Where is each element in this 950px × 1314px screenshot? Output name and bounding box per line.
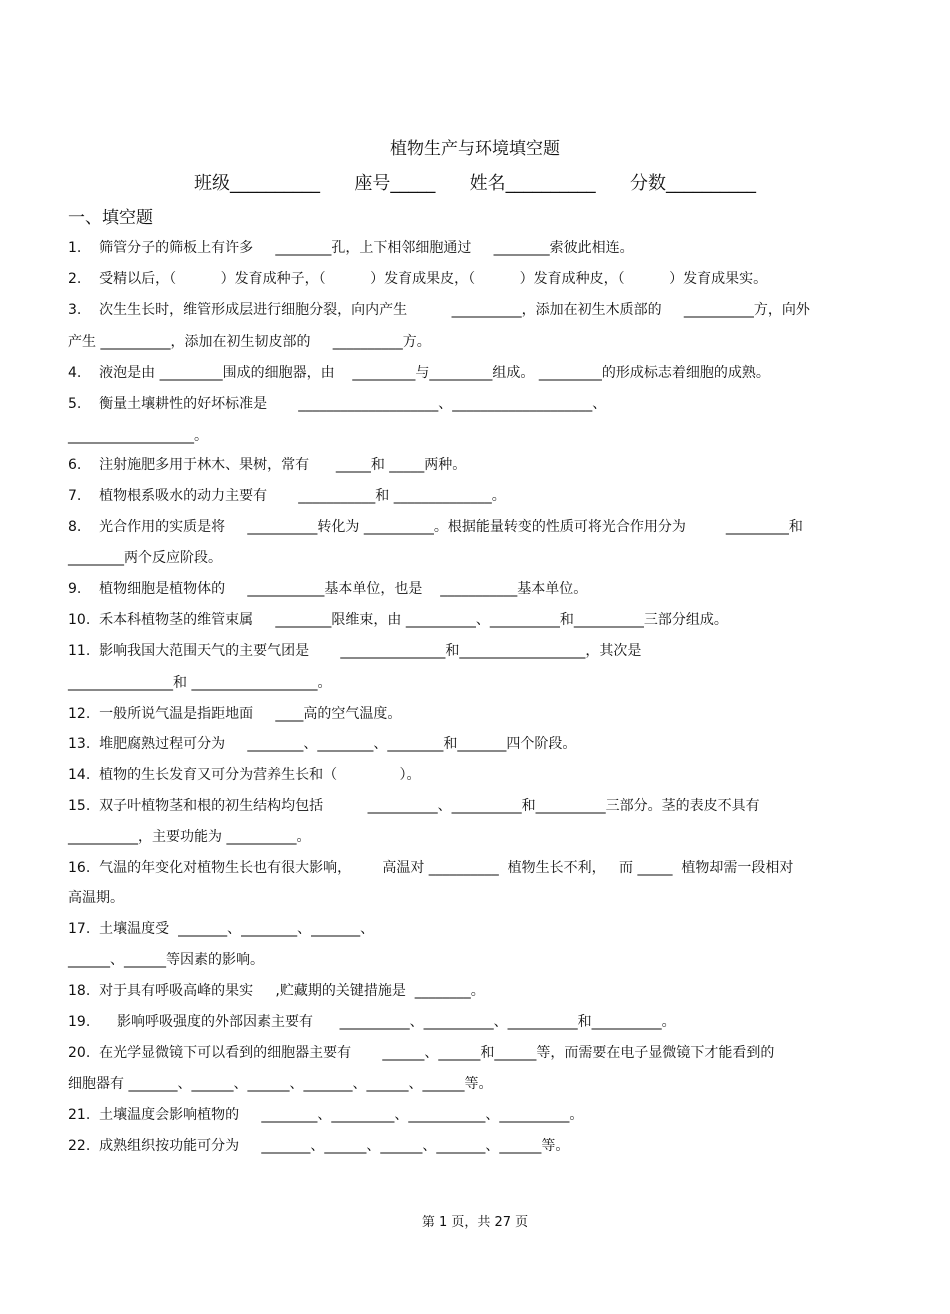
question-line: 22. 成熟组织按功能可分为 _______、______、______、_______、______等。 xyxy=(68,1138,570,1154)
question-line: 14. 植物的生长发育又可分为营养生长和（ ）。 xyxy=(68,767,421,783)
question-line: ________两个反应阶段。 xyxy=(68,550,222,566)
section-heading: 一、填空题 xyxy=(68,208,153,228)
question-line: 18. 对于具有呼吸高峰的果实 ,贮藏期的关键措施是 ________。 xyxy=(68,983,485,999)
question-line: 12. 一般所说气温是指距地面 ____高的空气温度。 xyxy=(68,706,402,722)
question-line: _______________和 __________________。 xyxy=(68,675,332,691)
question-line: 4. 液泡是由 _________围成的细胞器，由 _________与_________组成。 _________的形成标志着细胞的成熟。 xyxy=(68,365,770,381)
question-line: 21. 土壤温度会影响植物的 ________、_________、___________、__________。 xyxy=(68,1107,584,1123)
page-number-footer: 第 1 页，共 27 页 xyxy=(421,1215,529,1230)
question-line: 11. 影响我国大范围天气的主要气团是 _______________和__________________，其次是 xyxy=(68,643,642,659)
question-line: 产生 __________，添加在初生韧皮部的 __________方。 xyxy=(68,334,431,350)
question-line: 1. 筛管分子的筛板上有许多 ________孔，上下相邻细胞通过 ________索彼此相连。 xyxy=(68,240,634,256)
question-line: 6. 注射施肥多用于林木、果树，常有 _____和 _____两种。 xyxy=(68,457,467,473)
question-line: 16. 气温的年变化对植物生长也有很大影响， 高温对 __________ 植物生长不利， 而 _____ 植物却需一段相对 xyxy=(68,860,794,876)
question-line: 20. 在光学显微镜下可以看到的细胞器主要有 ______、______和______等，而需要在电子显微镜下才能看到的 xyxy=(68,1045,775,1061)
question-line: 17. 土壤温度受 _______、________、_______、 xyxy=(68,921,375,937)
question-line: 9. 植物细胞是植物体的 ___________基本单位，也是 ___________基本单位。 xyxy=(68,581,588,597)
question-line: 15. 双子叶植物茎和根的初生结构均包括 __________、__________和__________三部分。茎的表皮不具有 xyxy=(68,798,760,814)
question-line: 13. 堆肥腐熟过程可分为 ________、________、________和_______四个阶段。 xyxy=(68,736,577,752)
question-line: 10. 禾本科植物茎的维管束属 ________限维束，由 __________、__________和__________三部分组成。 xyxy=(68,612,728,628)
question-line: 细胞器有 _______、______、______、_______、______、______等。 xyxy=(68,1076,493,1092)
page-title: 植物生产与环境填空题 xyxy=(390,139,560,159)
question-line: __________，主要功能为 __________。 xyxy=(68,829,311,845)
question-line: 高温期。 xyxy=(68,890,124,906)
question-line: 5. 衡量土壤耕性的好坏标准是 ____________________、____________________、 xyxy=(68,396,607,412)
student-info-line: 班级__________ 座号_____ 姓名__________ 分数__________ xyxy=(194,173,756,194)
question-line: 8. 光合作用的实质是将 __________转化为 __________。根据能量转变的性质可将光合作用分为 _________和 xyxy=(68,519,803,535)
question-line: ______、______等因素的影响。 xyxy=(68,952,264,968)
question-line: __________________。 xyxy=(68,428,208,444)
question-line: 3. 次生生长时，维管形成层进行细胞分裂，向内产生 __________，添加在初生木质部的 __________方，向外 xyxy=(68,302,810,318)
question-line: 19. 影响呼吸强度的外部因素主要有 __________、__________、__________和__________。 xyxy=(68,1014,676,1030)
question-line: 2. 受精以后，（ ）发育成种子，（ ）发育成果皮，（ ）发育成种皮，（ ）发育成果实。 xyxy=(68,271,768,287)
question-line: 7. 植物根系吸水的动力主要有 ___________和 ______________。 xyxy=(68,488,506,504)
